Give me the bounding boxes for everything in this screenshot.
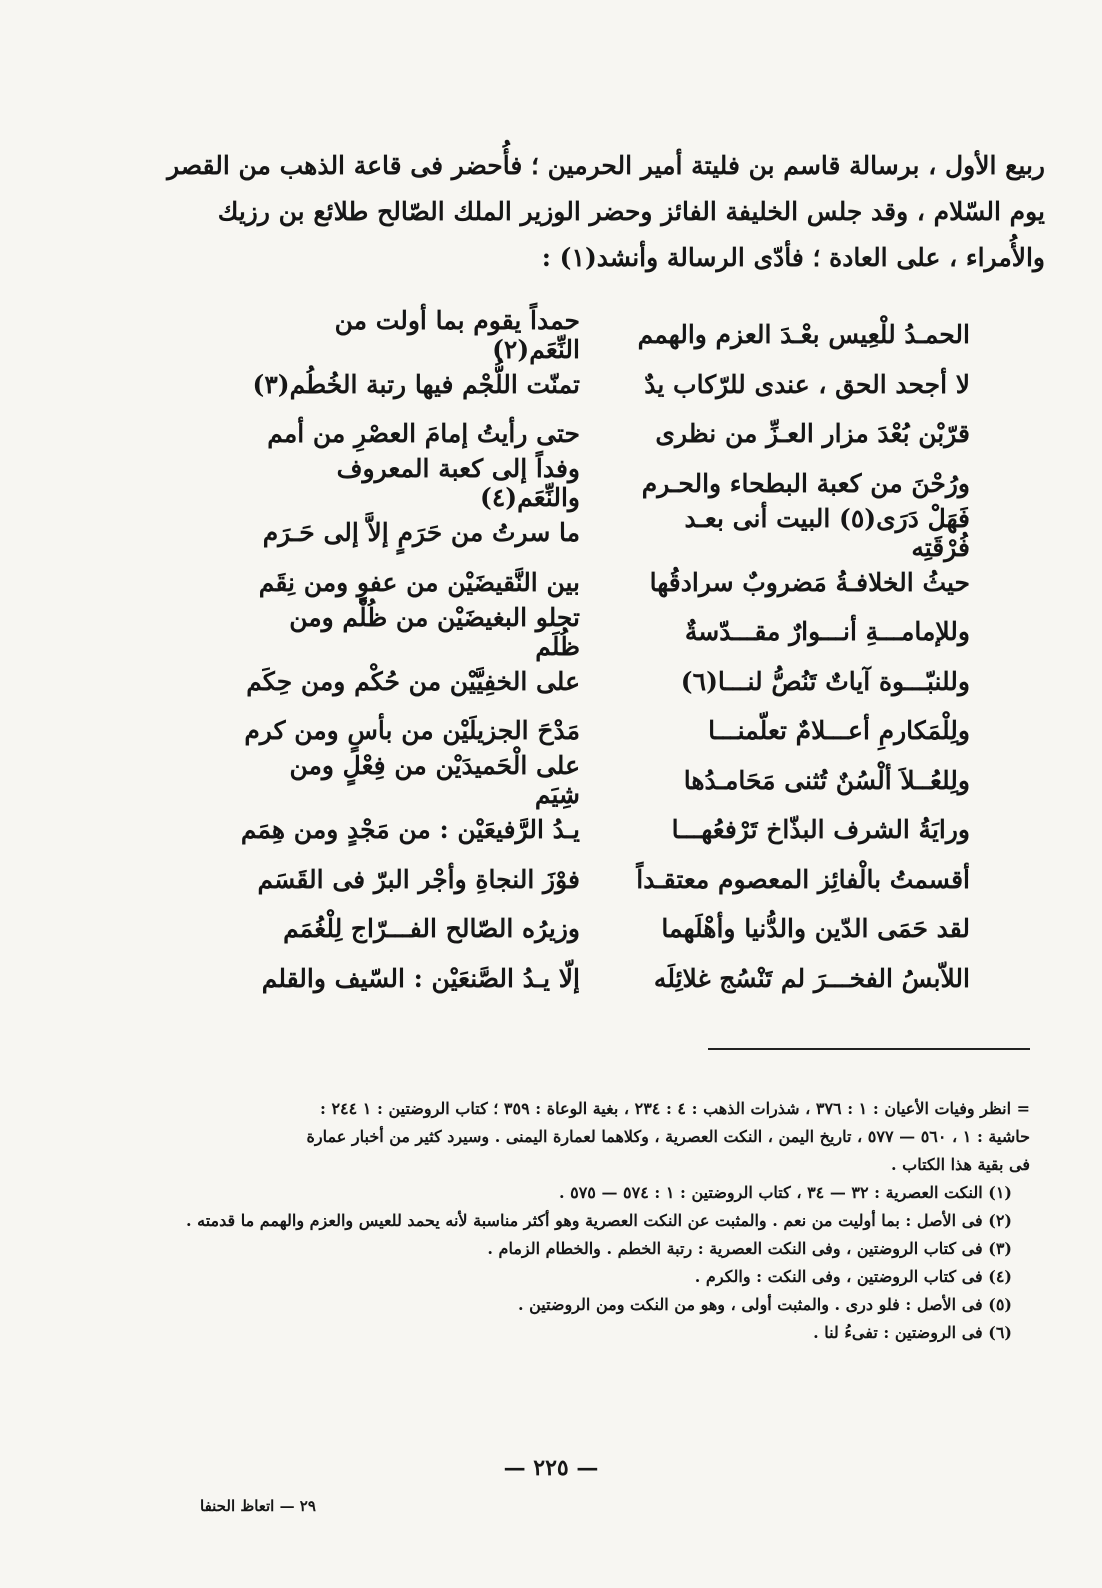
verse-4 <box>240 454 970 513</box>
footnote-4 <box>185 1263 1030 1291</box>
verse-2-first-hemistich: لا أجحد الحق ، عندى للرّكاب يدٌ <box>644 369 970 399</box>
verse-13-first-hemistich: لقد حَمَى الدّين والدُّنيا وأهْلَهما <box>661 914 970 944</box>
footnote-divider <box>708 1048 1030 1050</box>
verse-11-second-hemistich: يـدُ الرَّفيعَيْن : من مَجْدٍ ومن هِمَم <box>240 815 580 845</box>
footnote-6-text: فى الروضتين : تفىءُ لنا . <box>813 1323 983 1342</box>
verse-3 <box>240 409 970 459</box>
footnote-5-number: (٥) <box>988 1295 1012 1314</box>
verse-14-first-hemistich: اللاّبسُ الفخـــرَ لم تَنْسُج غلائِلَه <box>653 963 970 993</box>
footnote-6-number: (٦) <box>988 1323 1012 1342</box>
intro-line-1: ربيع الأول ، برسالة قاسم بن فليتة أمير الحرمين ؛ فأُحضر فى قاعة الذهب من القصر <box>167 151 1045 180</box>
verse-8-first-hemistich: وللنبّـــوة آياتٌ تَنُصُّ لنـــا(٦) <box>680 666 970 696</box>
verse-11 <box>240 805 970 855</box>
verse-1-second-hemistich: حمداً يقوم بما أولت من النِّعَم(٢) <box>334 305 580 364</box>
verse-6-second-hemistich: بين النَّقيضَيْن من عفوٍ ومن نِقَم <box>258 567 580 597</box>
verse-12 <box>240 855 970 905</box>
footnote-1-text: النكت العصرية : ٣٢ — ٣٤ ، كتاب الروضتين : ١ : ٥٧٤ — ٥٧٥ . <box>558 1183 983 1202</box>
verse-7 <box>240 602 970 661</box>
verse-13 <box>240 904 970 954</box>
verse-2-second-hemistich: تمنّت اللُّجْم فيها رتبة الخُطُم(٣) <box>252 369 580 399</box>
verse-9-first-hemistich: ولِلْمَكارمِ أعـــلامٌ تعلّمنـــا <box>708 716 970 746</box>
intro-line-3: والأُمراء ، على العادة ؛ فأدّى الرسالة وأنشد(١) : <box>541 243 1045 272</box>
verse-14-second-hemistich: إلّا يـدُ الصَّنعَيْن : السّيف والقلم <box>261 963 580 993</box>
poem <box>240 305 970 1003</box>
verse-8-second-hemistich: على الخفِيَّيْن من حُكْم ومن حِكَم <box>246 666 580 696</box>
verse-1-first-hemistich: الحمـدُ للْعِيس بعْـدَ العزم والهمم <box>637 320 970 350</box>
footnote-source-line-3: فى بقية هذا الكتاب . <box>891 1155 1030 1174</box>
verse-12-first-hemistich: أقسمتُ بالْفائِز المعصوم معتقـداً <box>636 864 970 894</box>
intro-line-2: يوم السّلام ، وقد جلس الخليفة الفائز وحضر الوزير الملك الصّالح طلائع بن رزيك <box>217 197 1045 226</box>
footnote-2-text: فى الأصل : بما أوليت من نعم . والمثبت عن النكت العصرية وهو أكثر مناسبة لأنه يحمد للعيس والعزم والهمم ما قدمته . <box>186 1211 983 1230</box>
verse-14 <box>240 954 970 1004</box>
footnote-4-text: فى كتاب الروضتين ، وفى النكت : والكرم . <box>694 1267 983 1286</box>
verse-6 <box>240 558 970 608</box>
verse-5 <box>240 503 970 562</box>
intro-paragraph <box>165 143 1045 281</box>
verse-6-first-hemistich: حيثُ الخلافـةُ مَضروبٌ سرادقُها <box>649 567 970 597</box>
verse-7-second-hemistich: تجلو البغيضَيْن من ظُلْم ومن ظُلَم <box>289 602 580 661</box>
footnote-2-number: (٢) <box>988 1211 1012 1230</box>
page-number: — ٢٢٥ — <box>503 1455 599 1481</box>
footnote-1-number: (١) <box>988 1183 1012 1202</box>
footnote-2 <box>185 1207 1030 1235</box>
verse-11-first-hemistich: ورايَةُ الشرف البذّاخ تَرْفعُهـــا <box>671 815 970 845</box>
verse-5-first-hemistich: فَهَلْ دَرَى(٥) البيت أنى بعـد فُرْقَتِه <box>684 503 970 562</box>
verse-4-first-hemistich: ورُحْنَ من كعبة البطحاء والحـرم <box>641 468 970 498</box>
signature-mark: ٢٩ — اتعاظ الحنفا <box>200 1497 316 1515</box>
verse-1 <box>240 305 970 364</box>
verse-7-first-hemistich: وللإمامـــةِ أنـــوارٌ مقـــدّسةٌ <box>684 617 970 647</box>
verse-12-second-hemistich: فوْزَ النجاةِ وأجْر البرّ فى القَسَم <box>257 864 580 894</box>
footnote-1 <box>185 1179 1030 1207</box>
verse-13-second-hemistich: وزيرُه الصّالح الفـــرّاج لِلْغُمَم <box>283 914 580 944</box>
footnotes <box>185 1095 1030 1347</box>
verse-10-second-hemistich: على الْحَميدَيْن من فِعْلٍ ومن شِيَم <box>289 751 580 810</box>
footnote-3 <box>185 1235 1030 1263</box>
verse-5-second-hemistich: ما سرتُ من حَرَمٍ إلاَّ إلى حَـرَم <box>262 518 580 548</box>
footnote-5-text: فى الأصل : فلو درى . والمثبت أولى ، وهو من النكت ومن الروضتين . <box>517 1295 983 1314</box>
footnote-source-line-1: = انظر وفيات الأعيان : ١ : ٣٧٦ ، شذرات الذهب : ٤ : ٢٣٤ ، بغية الوعاة : ٣٥٩ ؛ كتاب الروضتين : ١ ٢٤٤ : <box>319 1099 1030 1118</box>
verse-9 <box>240 706 970 756</box>
verse-4-second-hemistich: وفداً إلى كعبة المعروف والنِّعَم(٤) <box>336 454 580 513</box>
verse-10-first-hemistich: ولِلعُــلاَ ألْسُنٌ تُثنى مَحَامـدُها <box>683 765 970 795</box>
footnote-6 <box>185 1319 1030 1347</box>
footnote-4-number: (٤) <box>988 1267 1012 1286</box>
verse-9-second-hemistich: مَدْحَ الجزيلَيْن من بأسٍ ومن كرم <box>244 716 580 746</box>
verse-3-first-hemistich: قرّبْن بُعْدَ مزار العـزِّ من نظرى <box>655 419 970 449</box>
verse-8 <box>240 657 970 707</box>
verse-10 <box>240 751 970 810</box>
footnote-5 <box>185 1291 1030 1319</box>
footnote-3-number: (٣) <box>988 1239 1012 1258</box>
verse-2 <box>240 360 970 410</box>
footnote-source-line-2: حاشية : ١ ، ٥٦٠ — ٥٧٧ ، تاريخ اليمن ، النكت العصرية ، وكلاهما لعمارة اليمنى . وسيرد كثير من أخبار عمارة <box>306 1127 1030 1146</box>
footnote-3-text: فى كتاب الروضتين ، وفى النكت العصرية : رتبة الخطم . والخطام الزمام . <box>487 1239 983 1258</box>
verse-3-second-hemistich: حتى رأيتُ إمامَ العصْرِ من أمم <box>267 419 580 449</box>
